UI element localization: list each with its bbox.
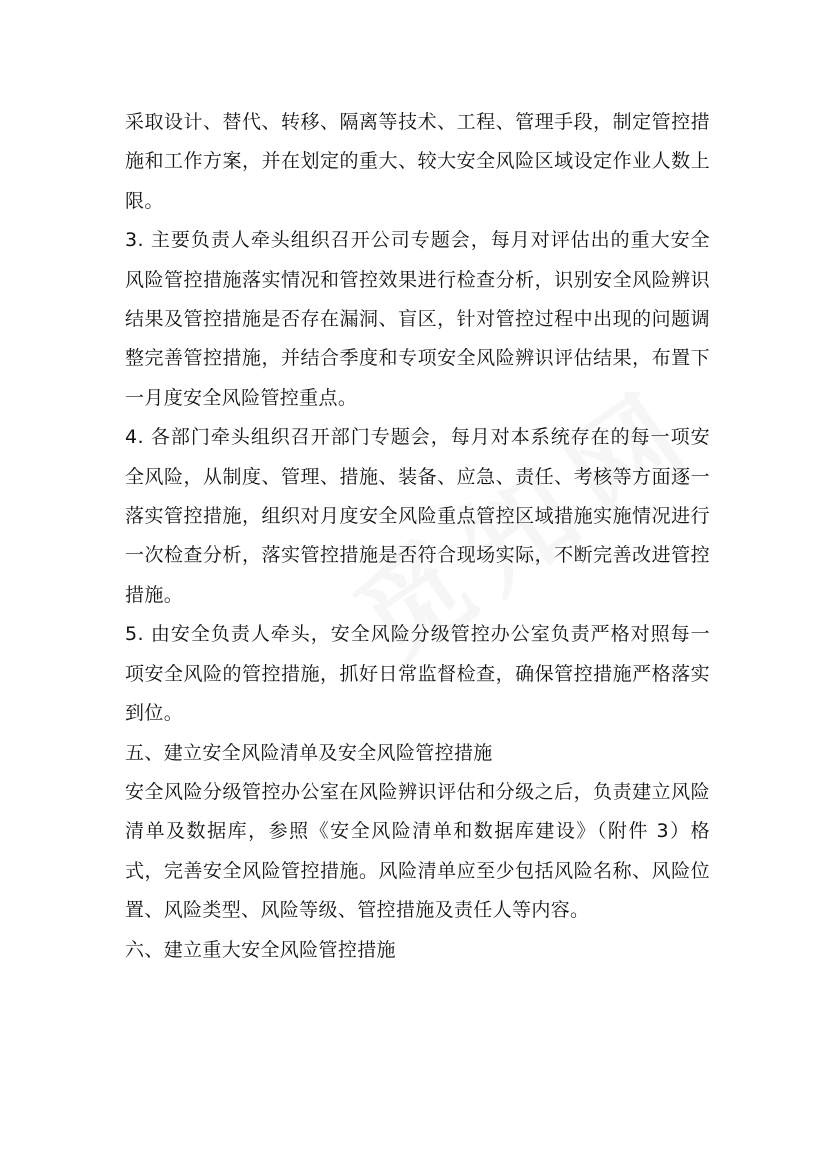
paragraph-item-3: 3. 主要负责人牵头组织召开公司专题会，每月对评估出的重大安全风险管控措施落实情况和管控效果进行检查分析，识别安全风险辨识结果及管控措施是否存在漏洞、盲区，针对管控过程中出现的问题调整完善管控措施，并结合季度和专项安全风险辨识评估结果，布置下一月度安全风险管控重点。: [125, 229, 710, 409]
paragraph-item-4: 4. 各部门牵头组织召开部门专题会，每月对本系统存在的每一项安全风险，从制度、管理、措施、装备、应急、责任、考核等方面逐一落实管控措施，组织对月度安全风险重点管控区域措施实施情况进行一次检查分析，落实管控措施是否符合现场实际，不断完善改进管控措施。: [125, 426, 710, 606]
paragraph-item-5: 5. 由安全负责人牵头，安全风险分级管控办公室负责严格对照每一项安全风险的管控措施，抓好日常监督检查，确保管控措施严格落实到位。: [125, 623, 710, 725]
section-heading-6: 六、建立重大安全风险管控措施: [125, 938, 396, 961]
document-body: [125, 103, 710, 970]
paragraph-measures: 采取设计、替代、转移、隔离等技术、工程、管理手段，制定管控措施和工作方案，并在划定的重大、较大安全风险区域设定作业人数上限。: [125, 111, 710, 212]
section-heading-5: 五、建立安全风险清单及安全风险管控措施: [125, 741, 493, 764]
paragraph-risk-list: 安全风险分级管控办公室在风险辨识评估和分级之后，负责建立风险清单及数据库，参照《安全风险清单和数据库建设》（附件 3）格式，完善安全风险管控措施。风险清单应至少包括风险名称、风险位置、风险类型、风险等级、管控措施及责任人等内容。: [125, 780, 710, 922]
